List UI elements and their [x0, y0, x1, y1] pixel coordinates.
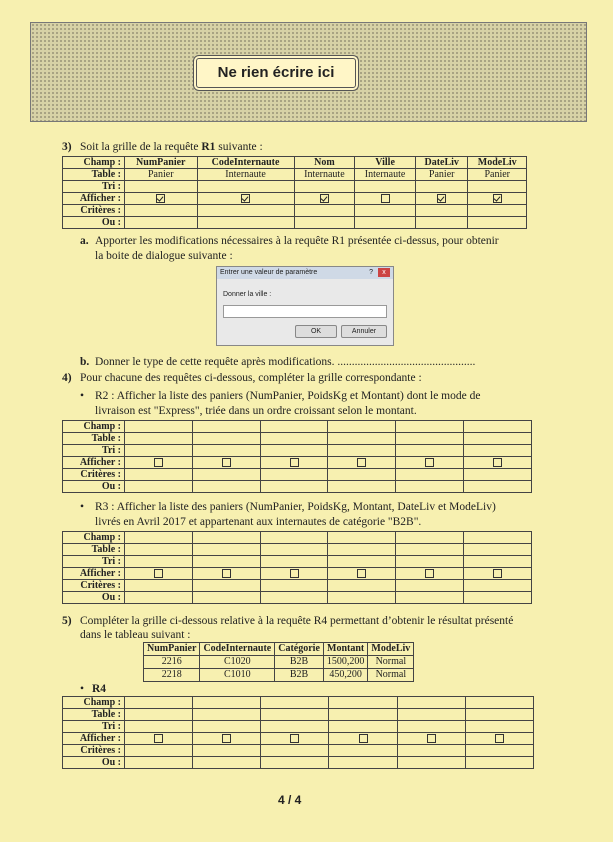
show-checkbox[interactable] [222, 458, 231, 467]
grid-cell[interactable] [125, 721, 193, 733]
show-checkbox[interactable] [493, 194, 502, 203]
grid-cell[interactable] [328, 556, 396, 568]
row-label: Champ : [63, 157, 125, 169]
grid-cell[interactable] [464, 580, 532, 592]
grid-row [63, 205, 527, 217]
grid-cell[interactable] [125, 544, 193, 556]
show-cell[interactable] [328, 457, 396, 469]
row-label: Ou : [63, 217, 125, 229]
page-number: 4 / 4 [278, 793, 302, 807]
grid-row [63, 193, 527, 205]
grid-cell[interactable] [328, 592, 396, 604]
row-label: Ou : [63, 592, 125, 604]
show-cell[interactable] [468, 193, 527, 205]
r3-text-2: livrés en Avril 2017 et appartenant aux internautes de catégorie "B2B". [95, 516, 422, 528]
grid-cell[interactable] [125, 757, 193, 769]
r4-label: R4 [92, 683, 107, 695]
r2-bullet: • [80, 390, 85, 402]
show-cell[interactable] [294, 193, 355, 205]
grid-cell[interactable] [125, 709, 193, 721]
grid-row [63, 544, 532, 556]
show-checkbox[interactable] [357, 569, 366, 578]
grid-cell[interactable] [192, 532, 260, 544]
row-label: Tri : [63, 556, 125, 568]
q4-number: 4) [62, 372, 72, 384]
grid-cell[interactable] [415, 181, 468, 193]
field-cell[interactable]: Nom [294, 157, 355, 169]
result-row [144, 669, 414, 682]
show-checkbox[interactable] [437, 194, 446, 203]
grid-cell[interactable] [328, 469, 396, 481]
grid-cell[interactable] [125, 469, 193, 481]
grid-cell[interactable] [260, 580, 328, 592]
grid-cell[interactable] [294, 217, 355, 229]
grid-cell[interactable] [193, 709, 261, 721]
grid-cell[interactable] [260, 532, 328, 544]
q5-text-1: Compléter la grille ci-dessous relative à la requête R4 permettant d’obtenir le résultat présenté [80, 615, 514, 627]
grid-cell[interactable] [468, 181, 527, 193]
grid-cell[interactable] [396, 592, 464, 604]
show-cell[interactable] [197, 193, 294, 205]
row-label: Champ : [63, 532, 125, 544]
grid-cell[interactable] [396, 532, 464, 544]
grid-cell[interactable] [464, 544, 532, 556]
grid-cell[interactable] [328, 580, 396, 592]
grid-cell[interactable] [328, 433, 396, 445]
grid-cell[interactable] [260, 469, 328, 481]
grid-cell[interactable] [260, 433, 328, 445]
row-label: Table : [63, 433, 125, 445]
r3-text-1: R3 : Afficher la liste des paniers (NumPanier, PoidsKg, Montant, DateLiv et ModeLiv) [95, 501, 496, 513]
grid-cell[interactable] [329, 757, 397, 769]
grid-cell[interactable] [125, 181, 198, 193]
grid-cell[interactable] [355, 181, 416, 193]
grid-cell[interactable] [260, 556, 328, 568]
grid-cell[interactable] [396, 445, 464, 457]
result-row [144, 656, 414, 669]
grid-cell[interactable] [397, 757, 465, 769]
grid-cell[interactable] [464, 445, 532, 457]
grid-row [63, 745, 534, 757]
table-cell[interactable]: Panier [125, 169, 198, 181]
row-label: Tri : [63, 445, 125, 457]
show-checkbox[interactable] [381, 194, 390, 203]
grid-cell[interactable] [125, 217, 198, 229]
show-checkbox[interactable] [156, 194, 165, 203]
grid-cell[interactable] [329, 709, 397, 721]
show-cell[interactable] [193, 733, 261, 745]
grid-cell[interactable] [397, 745, 465, 757]
grid-cell[interactable] [329, 721, 397, 733]
grid-cell[interactable] [125, 445, 193, 457]
show-cell[interactable] [464, 568, 532, 580]
grid-row [63, 181, 527, 193]
grid-row [63, 709, 534, 721]
show-cell[interactable] [125, 193, 198, 205]
grid-cell[interactable] [328, 532, 396, 544]
show-checkbox[interactable] [222, 734, 231, 743]
r4-bullet: • [80, 683, 85, 695]
q3b-text: Donner le type de cette requête après modifications. ................................................ [95, 356, 476, 368]
result-cell: Normal [368, 669, 414, 682]
q3-intro: Soit la grille de la requête R1 suivante : [80, 141, 263, 153]
show-checkbox[interactable] [493, 458, 502, 467]
grid-cell[interactable] [396, 481, 464, 493]
grid-cell[interactable] [261, 697, 329, 709]
grid-cell[interactable] [125, 580, 193, 592]
grid-row [63, 757, 534, 769]
result-cell: B2B [275, 656, 324, 669]
row-label: Ou : [63, 481, 125, 493]
result-cell: 2216 [144, 656, 200, 669]
grid-cell[interactable] [125, 481, 193, 493]
table-cell[interactable]: Internaute [294, 169, 355, 181]
grid-cell[interactable] [396, 580, 464, 592]
result-cell: C1010 [200, 669, 275, 682]
result-cell: 2218 [144, 669, 200, 682]
grid-cell[interactable] [396, 469, 464, 481]
r2-text-1: R2 : Afficher la liste des paniers (NumPanier, PoidsKg et Montant) dont le mode de [95, 390, 481, 402]
show-checkbox[interactable] [154, 734, 163, 743]
grid-cell[interactable] [465, 721, 533, 733]
row-label: Afficher : [63, 457, 125, 469]
grid-cell[interactable] [192, 445, 260, 457]
show-checkbox[interactable] [493, 569, 502, 578]
grid-cell[interactable] [465, 709, 533, 721]
q5-number: 5) [62, 615, 72, 627]
show-checkbox[interactable] [425, 569, 434, 578]
grid-cell[interactable] [397, 697, 465, 709]
grid-cell[interactable] [193, 757, 261, 769]
show-cell[interactable] [328, 568, 396, 580]
show-checkbox[interactable] [495, 734, 504, 743]
grid-cell[interactable] [328, 481, 396, 493]
show-checkbox[interactable] [290, 458, 299, 467]
grid-row [63, 532, 532, 544]
show-checkbox[interactable] [154, 458, 163, 467]
show-cell[interactable] [192, 457, 260, 469]
r1-grid [62, 156, 527, 229]
grid-cell[interactable] [396, 556, 464, 568]
grid-cell[interactable] [468, 217, 527, 229]
result-cell: Normal [368, 656, 414, 669]
grid-cell[interactable] [397, 721, 465, 733]
grid-cell[interactable] [192, 469, 260, 481]
grid-cell[interactable] [125, 433, 193, 445]
grid-row [63, 733, 534, 745]
grid-cell[interactable] [397, 709, 465, 721]
r4-result-table [143, 642, 414, 682]
grid-cell[interactable] [396, 421, 464, 433]
grid-cell[interactable] [192, 433, 260, 445]
show-checkbox[interactable] [320, 194, 329, 203]
grid-cell[interactable] [464, 469, 532, 481]
city-input[interactable] [223, 305, 387, 318]
row-label: Table : [63, 709, 125, 721]
result-header-cell: NumPanier [144, 643, 200, 656]
no-write-label: Ne rien écrire ici [196, 58, 356, 88]
show-cell[interactable] [260, 568, 328, 580]
show-cell[interactable] [464, 457, 532, 469]
show-checkbox[interactable] [154, 569, 163, 578]
grid-row [63, 721, 534, 733]
show-cell[interactable] [329, 733, 397, 745]
show-checkbox[interactable] [290, 569, 299, 578]
parameter-dialog [216, 266, 394, 346]
table-cell[interactable]: Panier [468, 169, 527, 181]
show-checkbox[interactable] [290, 734, 299, 743]
dialog-title: Entrer une valeur de paramètre [220, 269, 318, 276]
row-label: Critères : [63, 580, 125, 592]
result-cell: 1500,200 [323, 656, 368, 669]
dialog-titlebar [217, 267, 393, 279]
grid-cell[interactable] [193, 721, 261, 733]
grid-cell[interactable] [415, 217, 468, 229]
row-label: Ou : [63, 757, 125, 769]
grid-row [63, 445, 532, 457]
show-checkbox[interactable] [359, 734, 368, 743]
table-cell[interactable]: Internaute [197, 169, 294, 181]
field-cell[interactable]: CodeInternaute [197, 157, 294, 169]
result-header-row [144, 643, 414, 656]
grid-cell[interactable] [125, 745, 193, 757]
show-cell[interactable] [465, 733, 533, 745]
show-cell[interactable] [260, 457, 328, 469]
grid-row [63, 568, 532, 580]
grid-cell[interactable] [329, 697, 397, 709]
table-cell[interactable]: Panier [415, 169, 468, 181]
grid-cell[interactable] [192, 556, 260, 568]
grid-cell[interactable] [464, 532, 532, 544]
grid-cell[interactable] [329, 745, 397, 757]
grid-cell[interactable] [125, 592, 193, 604]
row-label: Afficher : [63, 733, 125, 745]
grid-cell[interactable] [197, 181, 294, 193]
grid-cell[interactable] [125, 421, 193, 433]
grid-cell[interactable] [261, 757, 329, 769]
row-label: Critères : [63, 205, 125, 217]
result-header-cell: ModeLiv [368, 643, 414, 656]
grid-cell[interactable] [396, 544, 464, 556]
grid-cell[interactable] [192, 481, 260, 493]
field-cell[interactable]: DateLiv [415, 157, 468, 169]
grid-cell[interactable] [328, 445, 396, 457]
show-cell[interactable] [125, 568, 193, 580]
grid-cell[interactable] [125, 205, 198, 217]
grid-cell[interactable] [261, 721, 329, 733]
grid-cell[interactable] [260, 592, 328, 604]
grid-cell[interactable] [125, 556, 193, 568]
row-label: Table : [63, 544, 125, 556]
q5-text-2: dans le tableau suivant : [80, 629, 191, 641]
show-cell[interactable] [397, 733, 465, 745]
result-cell: B2B [275, 669, 324, 682]
q3b-label: b. [80, 356, 90, 368]
grid-cell[interactable] [464, 421, 532, 433]
row-label: Champ : [63, 421, 125, 433]
q3a-text-1: Apporter les modifications nécessaires à la requête R1 présentée ci-dessus, pour obtenir [95, 235, 499, 247]
grid-cell[interactable] [193, 745, 261, 757]
result-cell: C1020 [200, 656, 275, 669]
q3-number: 3) [62, 141, 72, 153]
row-label: Tri : [63, 721, 125, 733]
dialog-prompt: Donner la ville : [223, 291, 272, 298]
grid-cell[interactable] [465, 745, 533, 757]
grid-cell[interactable] [328, 544, 396, 556]
show-cell[interactable] [396, 457, 464, 469]
close-icon[interactable]: x [378, 268, 390, 277]
result-cell: 450,200 [323, 669, 368, 682]
help-icon[interactable]: ? [369, 269, 373, 276]
row-label: Critères : [63, 469, 125, 481]
cancel-button[interactable]: Annuler [341, 325, 387, 338]
grid-cell[interactable] [294, 205, 355, 217]
grid-cell[interactable] [125, 532, 193, 544]
q4-intro: Pour chacune des requêtes ci-dessous, compléter la grille correspondante : [80, 372, 422, 384]
grid-cell[interactable] [192, 580, 260, 592]
row-label: Champ : [63, 697, 125, 709]
field-cell[interactable]: NumPanier [125, 157, 198, 169]
grid-row [63, 697, 534, 709]
row-label: Critères : [63, 745, 125, 757]
ok-button[interactable]: OK [295, 325, 337, 338]
grid-cell[interactable] [125, 697, 193, 709]
grid-cell[interactable] [464, 433, 532, 445]
grid-cell[interactable] [192, 421, 260, 433]
grid-cell[interactable] [260, 421, 328, 433]
grid-cell[interactable] [464, 556, 532, 568]
grid-row [63, 421, 532, 433]
row-label: Afficher : [63, 568, 125, 580]
grid-row [63, 433, 532, 445]
show-cell[interactable] [355, 193, 416, 205]
table-cell[interactable]: Internaute [355, 169, 416, 181]
grid-cell[interactable] [197, 205, 294, 217]
grid-row [63, 157, 527, 169]
r3-bullet: • [80, 501, 85, 513]
grid-cell[interactable] [197, 217, 294, 229]
result-header-cell: Catégorie [275, 643, 324, 656]
show-cell[interactable] [125, 733, 193, 745]
grid-cell[interactable] [464, 592, 532, 604]
grid-cell[interactable] [294, 181, 355, 193]
grid-cell[interactable] [260, 481, 328, 493]
result-header-cell: Montant [323, 643, 368, 656]
show-cell[interactable] [125, 457, 193, 469]
grid-row [63, 580, 532, 592]
grid-cell[interactable] [192, 592, 260, 604]
row-label: Table : [63, 169, 125, 181]
grid-cell[interactable] [261, 745, 329, 757]
grid-cell[interactable] [415, 205, 468, 217]
r2-grid [62, 420, 532, 493]
grid-row [63, 481, 532, 493]
grid-cell[interactable] [355, 205, 416, 217]
grid-cell[interactable] [468, 205, 527, 217]
field-cell[interactable]: Ville [355, 157, 416, 169]
grid-cell[interactable] [328, 421, 396, 433]
grid-row [63, 556, 532, 568]
r4-grid [62, 696, 534, 769]
show-cell[interactable] [415, 193, 468, 205]
show-checkbox[interactable] [425, 458, 434, 467]
field-cell[interactable]: ModeLiv [468, 157, 527, 169]
grid-cell[interactable] [465, 757, 533, 769]
show-cell[interactable] [192, 568, 260, 580]
show-cell[interactable] [261, 733, 329, 745]
grid-cell[interactable] [261, 709, 329, 721]
grid-cell[interactable] [260, 544, 328, 556]
result-header-cell: CodeInternaute [200, 643, 275, 656]
grid-cell[interactable] [193, 697, 261, 709]
grid-cell[interactable] [355, 217, 416, 229]
q3a-text-2: la boite de dialogue suivante : [95, 250, 233, 262]
show-checkbox[interactable] [427, 734, 436, 743]
show-cell[interactable] [396, 568, 464, 580]
r3-grid [62, 531, 532, 604]
grid-cell[interactable] [465, 697, 533, 709]
grid-cell[interactable] [192, 544, 260, 556]
grid-row [63, 457, 532, 469]
row-label: Tri : [63, 181, 125, 193]
grid-row [63, 217, 527, 229]
row-label: Afficher : [63, 193, 125, 205]
grid-row [63, 592, 532, 604]
r2-text-2: livraison est "Express", triée dans un ordre croissant selon le montant. [95, 405, 417, 417]
show-checkbox[interactable] [222, 569, 231, 578]
grid-row [63, 469, 532, 481]
q3a-label: a. [80, 235, 89, 247]
grid-row [63, 169, 527, 181]
show-checkbox[interactable] [241, 194, 250, 203]
grid-cell[interactable] [396, 433, 464, 445]
grid-cell[interactable] [260, 445, 328, 457]
grid-cell[interactable] [464, 481, 532, 493]
show-checkbox[interactable] [357, 458, 366, 467]
